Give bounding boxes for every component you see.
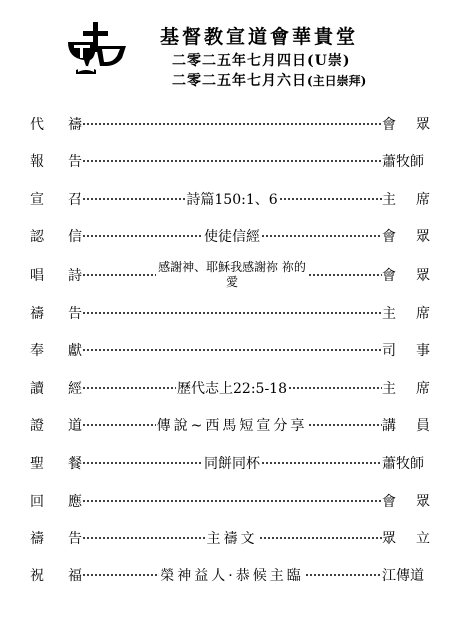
service-row [30, 143, 430, 179]
service-row [30, 407, 430, 443]
leader-dots [82, 349, 382, 351]
service-item-person: 主 席 [382, 381, 430, 397]
leader-dots [82, 462, 203, 464]
service-item-content: 歷代志上22:5-18 [177, 381, 287, 397]
service-item-person: 會 眾 [382, 117, 430, 133]
leader-dots [82, 123, 382, 125]
leader-dots [279, 198, 382, 200]
leader-dots [82, 312, 382, 314]
service-type: (主日崇拜) [307, 74, 367, 88]
service-item-content: 傳說~西馬短宣分享 [156, 418, 308, 434]
leader-dots [288, 387, 382, 389]
leader-dots [305, 574, 382, 576]
service-item-person: 司 事 [382, 343, 430, 359]
service-row [30, 295, 430, 331]
service-item-label: 宣 召 [30, 192, 82, 208]
service-item-label: 聖 餐 [30, 456, 82, 472]
service-item-label: 唱 詩 [30, 268, 82, 284]
service-item-person: 會 眾 [382, 494, 430, 510]
leader-dots [82, 574, 159, 576]
leader-dots [259, 537, 383, 539]
service-item-person: 蕭牧師 [382, 154, 424, 170]
service-item-person: 會 眾 [382, 229, 430, 245]
service-item-label: 禱 告 [30, 531, 82, 547]
service-item-content: 使徒信經 [204, 229, 260, 245]
service-item-content: 詩篇150:1、6 [186, 192, 278, 208]
service-row [30, 557, 430, 593]
service-item-label: 回 應 [30, 494, 82, 510]
service-item-person: 眾 立 [382, 531, 430, 547]
service-row [30, 332, 430, 368]
service-item-person: 主 席 [382, 306, 430, 322]
service-row [30, 520, 430, 556]
service-row [30, 257, 430, 293]
leader-dots [82, 198, 185, 200]
service-item-content: 感謝神、耶穌我感謝祢 祢的愛 [158, 260, 306, 289]
service-item-label: 證 道 [30, 418, 82, 434]
service-row [30, 370, 430, 406]
service-item-label: 奉 獻 [30, 343, 82, 359]
church-name: 基督教宣道會華貴堂 [160, 26, 359, 48]
service-item-person: 蕭牧師 [382, 456, 424, 472]
service-date-2 [172, 70, 366, 90]
leader-dots [308, 424, 382, 426]
service-item-content: 同餅同杯 [204, 456, 260, 472]
leader-dots [82, 537, 206, 539]
leader-dots [82, 500, 382, 502]
service-item-label: 代 禱 [30, 117, 82, 133]
service-item-label: 禱 告 [30, 306, 82, 322]
service-item-label: 報 告 [30, 154, 82, 170]
service-item-person: 主 席 [382, 192, 430, 208]
service-row [30, 445, 430, 481]
service-row [30, 218, 430, 254]
service-row [30, 181, 430, 217]
leader-dots [82, 160, 382, 162]
leader-dots [261, 462, 382, 464]
service-item-label: 認 信 [30, 229, 82, 245]
service-date-1: 二零二五年七月四日(U崇) [172, 53, 351, 69]
leader-dots [82, 387, 176, 389]
leader-dots [261, 235, 382, 237]
leader-dots [82, 235, 203, 237]
service-item-content: 榮神益人·恭候主臨 [160, 568, 304, 584]
leader-dots [308, 274, 382, 276]
service-item-person: 講 員 [382, 418, 430, 434]
service-item-label: 祝 福 [30, 568, 82, 584]
leader-dots [82, 274, 156, 276]
service-item-label: 讀 經 [30, 381, 82, 397]
service-item-person: 會 眾 [382, 268, 430, 284]
service-date-2-main: 二零二五年七月六日 [172, 73, 307, 89]
service-row [30, 483, 430, 519]
church-logo [66, 22, 128, 78]
service-item-content: 主禱文 [206, 531, 258, 547]
leader-dots [82, 424, 156, 426]
service-item-person: 江傳道 [382, 568, 424, 584]
service-row [30, 106, 430, 142]
